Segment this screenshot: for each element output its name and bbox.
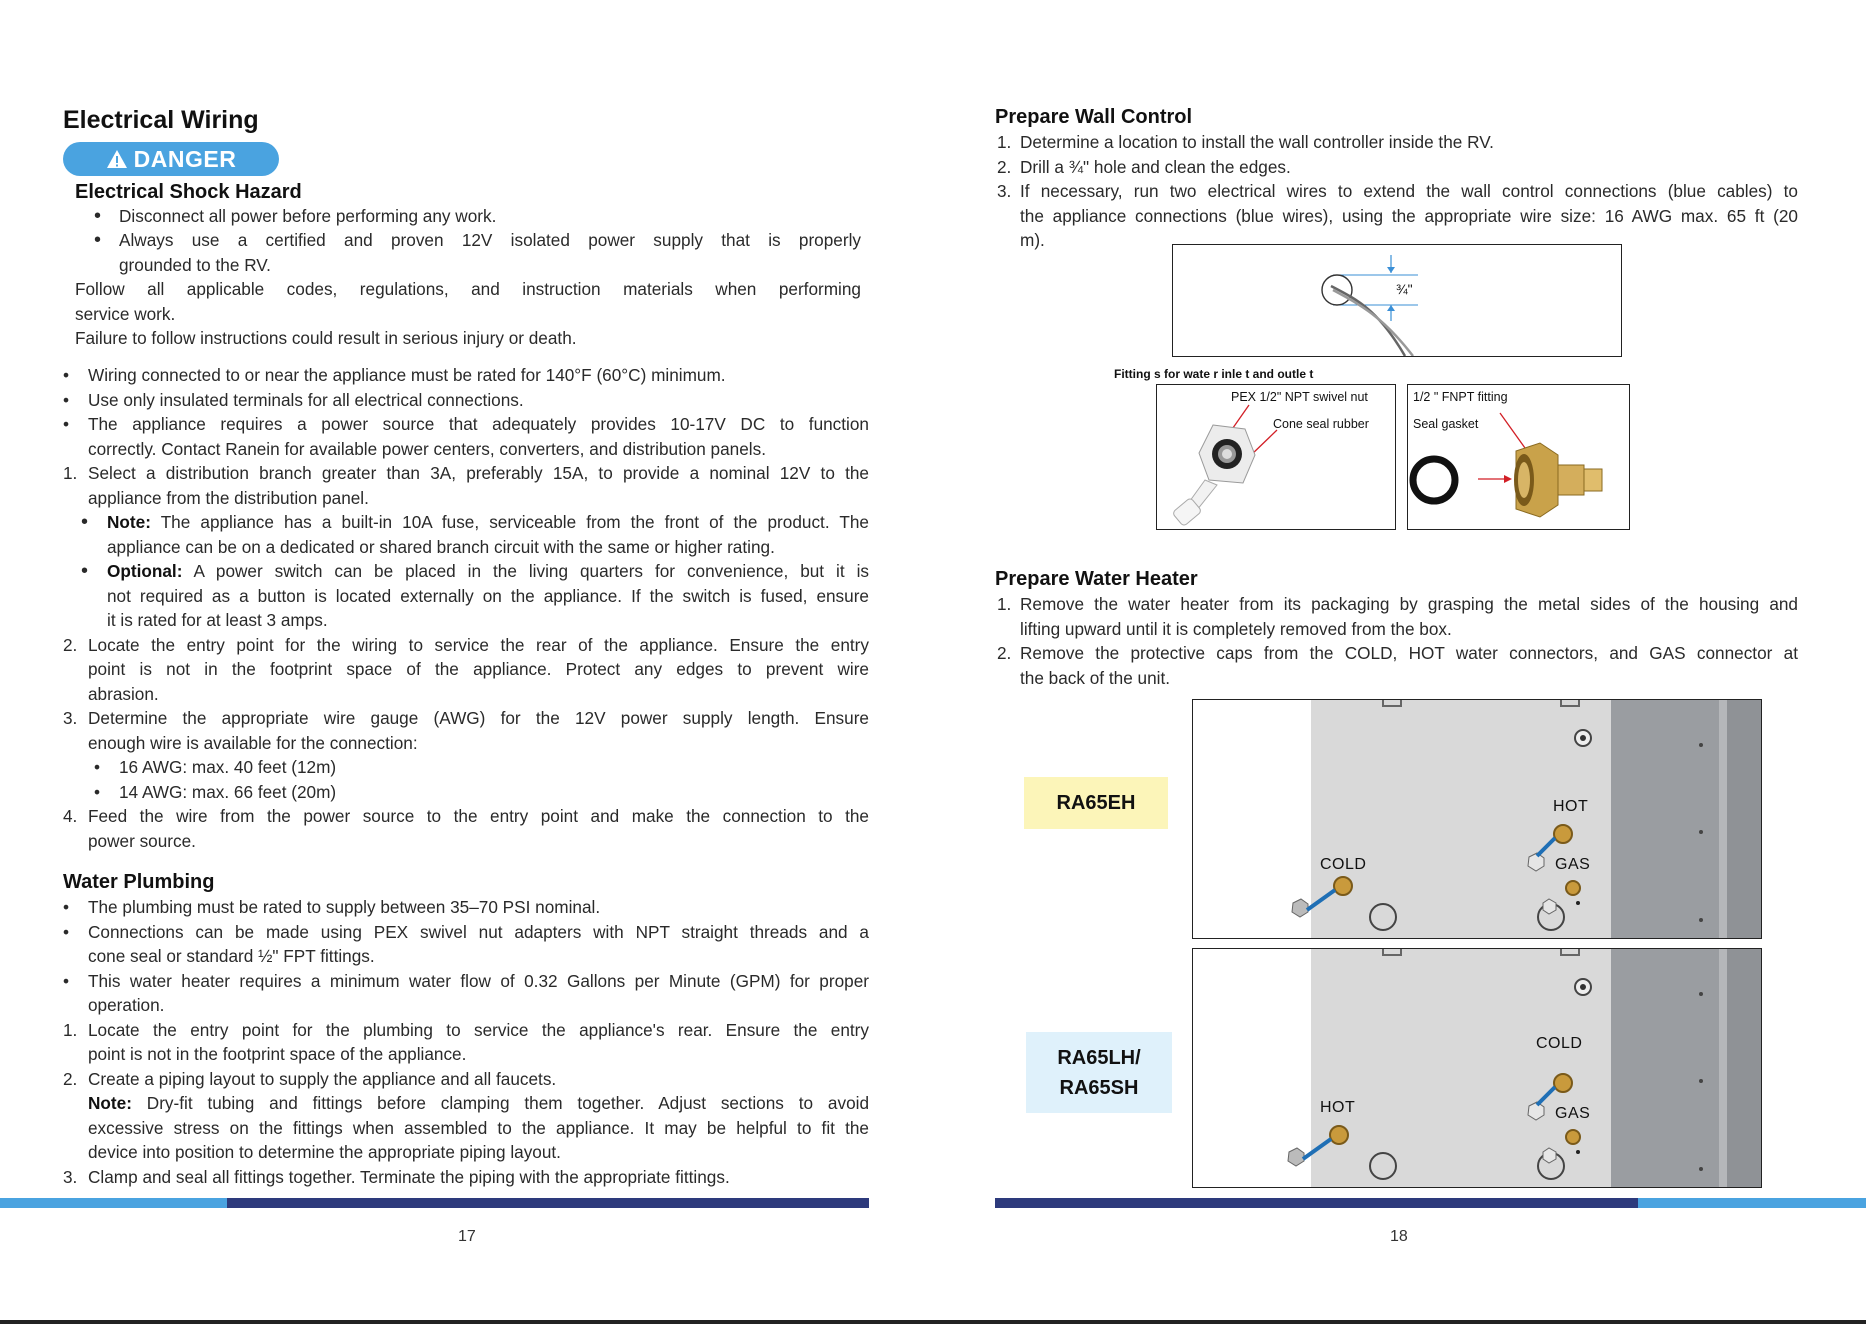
wall-line: the appliance connections (blue wires), using the appropriate wire size: 16 AWG max. 65 ft (20 (1020, 206, 1798, 226)
bullet-marker: • (63, 365, 70, 385)
unit-a-hot-label: HOT (1553, 798, 1589, 815)
optional-line (107, 559, 869, 584)
hazard-bullet: Always use a certified and proven 12V isolated power supply that is properly (119, 230, 861, 250)
optional-label: Optional: (107, 561, 183, 581)
wall-line: Determine a location to install the wall controller inside the RV. (1020, 132, 1494, 152)
plumbing-line: Clamp and seal all fittings together. Terminate the piping with the appropriate fittings. (88, 1167, 730, 1187)
bullet-marker: • (94, 757, 101, 777)
hazard-text: service work. (75, 304, 176, 324)
number-marker: 3. (63, 708, 78, 728)
bullet-marker: • (63, 922, 70, 942)
bottom-edge-rule (0, 1320, 1866, 1324)
bullet-marker: • (63, 414, 70, 434)
unit-rear-panel-a (1193, 700, 1761, 938)
hole-diagram (1172, 244, 1622, 357)
plumbing-note-text: Dry-fit tubing and fittings before clamping them together. Adjust sections to avoid (146, 1093, 870, 1113)
plumbing-line: cone seal or standard ½" FPT fittings. (88, 946, 375, 966)
wiring-line: Feed the wire from the power source to the entry point and make the connection to the (88, 806, 869, 826)
footer-bar-dark (995, 1198, 1638, 1208)
prepare-wall-control-heading: Prepare Wall Control (995, 106, 1193, 128)
footer-bar-dark (227, 1198, 869, 1208)
hazard-bullet-cont: grounded to the RV. (119, 255, 271, 275)
pex-elbow-illustration (1157, 385, 1395, 529)
wiring-line: appliance can be on a dedicated or shared branch circuit with the same or higher rating. (107, 537, 775, 557)
wiring-line: Wiring connected to or near the appliance must be rated for 140°F (60°C) minimum. (88, 365, 726, 385)
unit-a-gas-label: GAS (1555, 856, 1591, 873)
wiring-line: correctly. Contact Ranein for available power centers, converters, and distribution panels. (88, 439, 766, 459)
number-marker: 4. (63, 806, 78, 826)
number-marker: 1. (997, 594, 1012, 614)
wall-line: If necessary, run two electrical wires to extend the wall control connections (blue cables) to (1020, 181, 1798, 201)
page-number: 17 (458, 1228, 476, 1245)
prepare-water-heater-heading: Prepare Water Heater (995, 568, 1198, 590)
unit-b-cold-label: COLD (1536, 1035, 1583, 1052)
number-marker: 3. (997, 181, 1012, 201)
warning-triangle-icon (106, 149, 128, 169)
wiring-line: point is not in the footprint space of the appliance. Protect any edges to prevent wire (88, 659, 869, 679)
danger-badge (63, 142, 279, 176)
wall-line: Drill a ¾" hole and clean the edges. (1020, 157, 1291, 177)
fnpt-fitting-box (1407, 384, 1630, 530)
cone-seal-label: Cone seal rubber (1273, 417, 1369, 431)
rear-view-ra65eh (1192, 699, 1762, 939)
heater-line: Remove the protective caps from the COLD, HOT water connectors, and GAS connector at (1020, 643, 1798, 663)
model-ra65lh-sh-label (1026, 1032, 1172, 1113)
optional-text: A power switch can be placed in the living quarters for convenience, but it is (193, 561, 869, 581)
plumbing-line: Create a piping layout to supply the appliance and all faucets. (88, 1069, 557, 1089)
heater-line: Remove the water heater from its packaging by grasping the metal sides of the housing and (1020, 594, 1798, 614)
bullet-marker: • (63, 897, 70, 917)
plumbing-line: operation. (88, 995, 165, 1015)
number-marker: 2. (997, 643, 1012, 663)
plumbing-line: point is not in the footprint space of the appliance. (88, 1044, 467, 1064)
awg-16: 16 AWG: max. 40 feet (12m) (119, 757, 337, 777)
footer-bar-light (0, 1198, 227, 1208)
rear-view-ra65lh-sh (1192, 948, 1762, 1188)
fnpt-brass-illustration (1408, 385, 1629, 529)
number-marker: 2. (63, 1069, 78, 1089)
hazard-text: Failure to follow instructions could result in serious injury or death. (75, 328, 577, 348)
plumbing-line: Connections can be made using PEX swivel nut adapters with NPT straight threads and a (88, 922, 869, 942)
awg-14: 14 AWG: max. 66 feet (20m) (119, 782, 337, 802)
fnpt-fitting-label: 1/2 " FNPT fitting (1413, 390, 1508, 404)
model-b-line2: RA65SH (1059, 1076, 1139, 1099)
note-text: The appliance has a built-in 10A fuse, serviceable from the front of the product. The (160, 512, 869, 532)
wiring-line: not required as a button is located externally on the appliance. If the switch is fused, ensure (107, 586, 869, 606)
bullet-marker: • (94, 205, 102, 227)
note-label: Note: (107, 512, 151, 532)
wire-through-hole-illustration (1173, 245, 1621, 356)
danger-label: DANGER (133, 145, 237, 172)
wiring-line: Determine the appropriate wire gauge (AWG) for the 12V power supply length. Ensure (88, 708, 869, 728)
number-marker: 2. (63, 635, 78, 655)
plumbing-line: This water heater requires a minimum water flow of 0.32 Gallons per Minute (GPM) for proper (88, 971, 869, 991)
note-label: Note: (88, 1093, 132, 1113)
model-ra65eh-label: RA65EH (1024, 777, 1168, 829)
plumbing-line: excessive stress on the fittings when assembled to the appliance. It may be helpful to fit the (88, 1118, 869, 1138)
electrical-wiring-heading: Electrical Wiring (63, 106, 259, 134)
plumbing-line: Locate the entry point for the plumbing to service the appliance's rear. Ensure the entry (88, 1020, 869, 1040)
plumbing-note-line (88, 1091, 869, 1116)
bullet-marker: • (63, 971, 70, 991)
number-marker: 1. (997, 132, 1012, 152)
hazard-bullet: Disconnect all power before performing any work. (119, 206, 497, 226)
number-marker: 3. (63, 1167, 78, 1187)
number-marker: 1. (63, 463, 78, 483)
wiring-line: Use only insulated terminals for all electrical connections. (88, 390, 524, 410)
note-line (107, 510, 869, 535)
footer-bar-light (1638, 1198, 1866, 1208)
heater-line: lifting upward until it is completely removed from the box. (1020, 619, 1452, 639)
pex-nut-label: PEX 1/2" NPT swivel nut (1231, 390, 1368, 404)
hole-size-label: ¾" (1396, 281, 1413, 297)
water-plumbing-heading: Water Plumbing (63, 871, 215, 893)
wiring-line: Locate the entry point for the wiring to service the rear of the appliance. Ensure the entry (88, 635, 869, 655)
wiring-line: Select a distribution branch greater than 3A, preferably 15A, to provide a nominal 12V to the (88, 463, 869, 483)
heater-line: the back of the unit. (1020, 668, 1171, 688)
pex-fitting-box (1156, 384, 1396, 530)
unit-rear-panel-b (1193, 949, 1761, 1187)
wiring-line: The appliance requires a power source that adequately provides 10-17V DC to function (88, 414, 869, 434)
hazard-text: Follow all applicable codes, regulations, and instruction materials when performing (75, 279, 861, 299)
bullet-marker: • (94, 782, 101, 802)
wiring-line: it is rated for at least 3 amps. (107, 610, 328, 630)
seal-gasket-label: Seal gasket (1413, 417, 1479, 431)
number-marker: 2. (997, 157, 1012, 177)
wiring-line: enough wire is available for the connection: (88, 733, 418, 753)
unit-b-hot-label: HOT (1320, 1099, 1356, 1116)
model-b-line1: RA65LH/ (1057, 1046, 1141, 1069)
plumbing-line: device into position to determine the appropriate piping layout. (88, 1142, 561, 1162)
bullet-marker: • (63, 390, 70, 410)
wiring-line: appliance from the distribution panel. (88, 488, 369, 508)
wall-line: m). (1020, 230, 1045, 250)
fittings-caption: Fitting s for wate r inle t and outle t (1114, 367, 1314, 381)
plumbing-line: The plumbing must be rated to supply between 35–70 PSI nominal. (88, 897, 601, 917)
unit-a-cold-label: COLD (1320, 856, 1367, 873)
number-marker: 1. (63, 1020, 78, 1040)
hazard-title: Electrical Shock Hazard (75, 181, 302, 203)
wiring-line: power source. (88, 831, 196, 851)
bullet-marker: • (81, 511, 89, 533)
unit-b-gas-label: GAS (1555, 1105, 1591, 1122)
bullet-marker: • (94, 229, 102, 251)
page-number: 18 (1390, 1228, 1408, 1245)
bullet-marker: • (81, 560, 89, 582)
wiring-line: abrasion. (88, 684, 159, 704)
